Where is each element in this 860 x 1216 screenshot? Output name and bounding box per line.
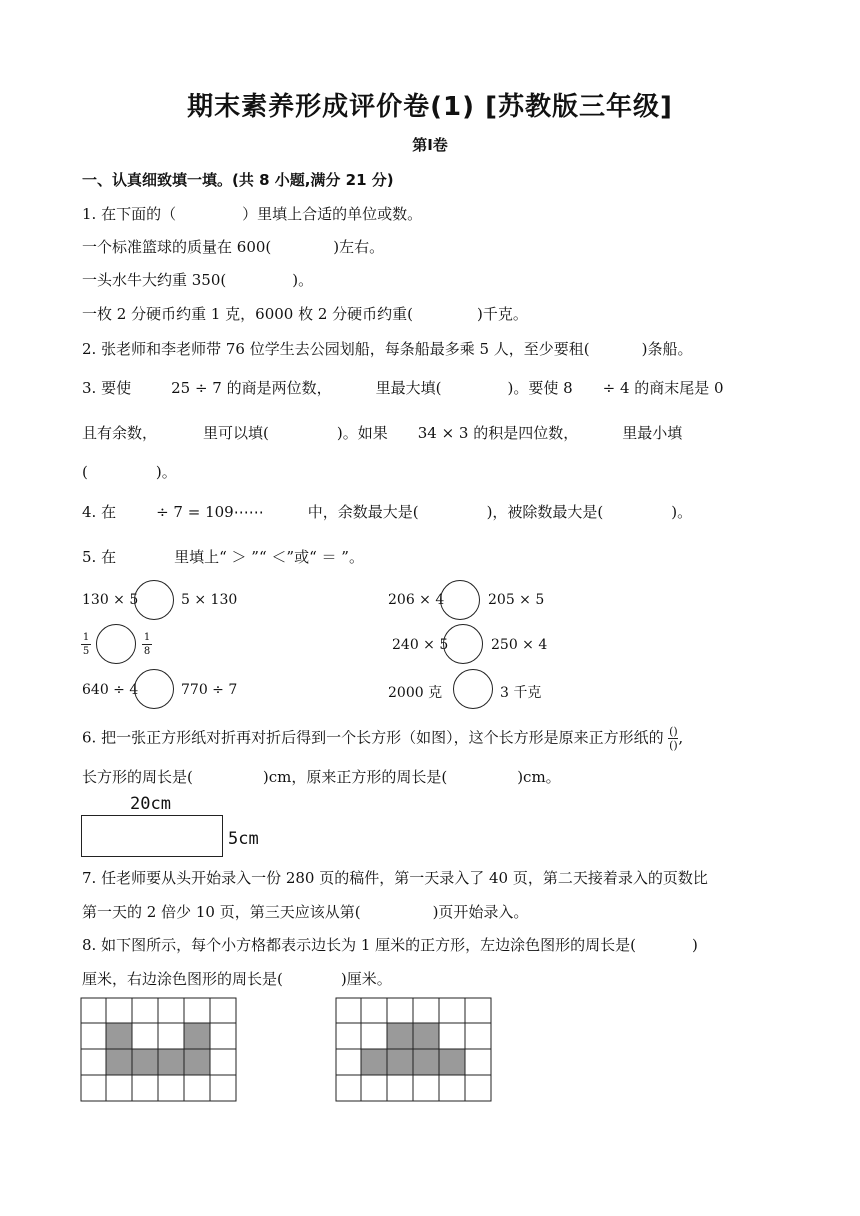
q3-text-h: )。如果 [336, 424, 388, 442]
q7-text-a: 7. 任老师要从头开始录入一份 280 页的稿件，第一天录入了 40 页，第二天接着录入的页数比 [82, 869, 708, 887]
q6-text-d: )cm，原来正方形的周长是( [262, 768, 448, 786]
q6-text-a: 6. 把一张正方形纸对折再对折后得到一个长方形（如图），这个长方形是原来正方形纸的 [82, 728, 664, 747]
q8-text-b: ) [692, 936, 698, 954]
q7-text-c: )页开始录入。 [432, 903, 529, 921]
compare-left: 240 × 5 [392, 637, 449, 653]
q4-text-e: )。 [671, 503, 693, 521]
q2-text-b: )条船。 [641, 340, 693, 358]
fraction-denominator: () [669, 739, 678, 752]
q3-text-f: 且有余数， [82, 424, 158, 442]
q4-text-a: 4. 在 [82, 503, 117, 521]
folded-rectangle [81, 815, 223, 857]
q3-line-3 [82, 461, 177, 482]
q1-line-2 [82, 269, 313, 290]
q3-text-g: 里可以填( [203, 424, 269, 442]
q3-line-2 [82, 422, 682, 443]
compare-right: 3 千克 [500, 685, 542, 701]
q5-stem [82, 546, 364, 567]
q1-text-b: ）里填上合适的单位或数。 [242, 205, 423, 223]
q3-text-e: ÷ 4 的商末尾是 0 [602, 379, 724, 397]
q3-text-j: 里最小填 [622, 424, 683, 442]
q7-line-1 [82, 867, 708, 888]
q1-stem [82, 203, 422, 224]
compare-right: 250 × 4 [491, 637, 548, 653]
compare-right: 770 ÷ 7 [181, 682, 238, 698]
q5-text-a: 5. 在 [82, 548, 117, 566]
q1-l1-text-b: )左右。 [333, 238, 385, 256]
fraction-numerator: () [669, 725, 678, 738]
q1-l3-text-b: )千克。 [477, 305, 528, 323]
q3-text-b: 25 ÷ 7 的商是两位数， [171, 379, 332, 397]
q4-text-d: )，被除数最大是( [486, 503, 604, 521]
q3-text-c: 里最大填( [375, 379, 442, 397]
q7-line-2 [82, 901, 528, 922]
q1-text-a: 1. 在下面的（ [82, 205, 177, 223]
q3-text-a: 3. 要使 [82, 379, 132, 397]
q2-text-a: 2. 张老师和李老师带 76 位学生去公园划船，每条船最多乘 5 人，至少要租( [82, 340, 590, 358]
q3-text-d: )。要使 8 [507, 379, 573, 397]
q6-text-e: )cm。 [517, 768, 561, 786]
q8-line-1 [82, 934, 698, 955]
grid-right [335, 997, 493, 1103]
compare-circle[interactable] [134, 669, 174, 709]
q8-text-a: 8. 如下图所示，每个小方格都表示边长为 1 厘米的正方形，左边涂色图形的周长是( [82, 936, 637, 954]
q8-line-2 [82, 968, 392, 989]
fraction-denominator: 8 [143, 646, 151, 657]
q4-stem [82, 501, 692, 522]
q1-l1-text-a: 一个标准篮球的质量在 600( [82, 238, 272, 256]
compare-circle[interactable] [443, 624, 483, 664]
fraction-denominator: 5 [82, 646, 90, 657]
compare-left: 206 × 4 [388, 592, 445, 608]
q1-l3-text-a: 一枚 2 分硬币约重 1 克，6000 枚 2 分硬币约重( [82, 305, 414, 323]
fraction-numerator: 1 [82, 632, 90, 643]
q1-l2-text-b: )。 [292, 271, 314, 289]
q6-text-c: 长方形的周长是( [82, 768, 193, 786]
q3-text-l: )。 [155, 463, 177, 481]
compare-circle[interactable] [453, 669, 493, 709]
q1-l2-text-a: 一头水牛大约重 350( [82, 271, 227, 289]
compare-left: 130 × 5 [82, 592, 139, 608]
section-heading: 一、认真细致填一填。(共 8 小题,满分 21 分) [82, 171, 394, 189]
q8-text-c: 厘米，右边涂色图形的周长是( [82, 970, 283, 988]
q4-text-c: 中，余数最大是( [307, 503, 419, 521]
q1-line-3 [82, 303, 528, 324]
compare-left: 640 ÷ 4 [82, 682, 139, 698]
q2-stem [82, 338, 693, 359]
compare-right: 5 × 130 [181, 592, 238, 608]
page-title: 期末素养形成评价卷(1) [苏教版三年级] [187, 92, 673, 122]
q4-text-b: ÷ 7 = 109⋯⋯ [156, 503, 264, 521]
q6-text-b: , [678, 728, 684, 747]
q1-line-1 [82, 236, 384, 257]
q6-line-2 [82, 766, 561, 787]
q8-text-d: )厘米。 [340, 970, 392, 988]
grid-lines [81, 998, 236, 1101]
fraction-right [142, 632, 152, 657]
compare-left: 2000 克 [388, 685, 443, 701]
q3-text-i: 34 × 3 的积是四位数， [417, 424, 579, 442]
fraction-numerator: 1 [143, 632, 151, 643]
q3-text-k: ( [82, 463, 88, 481]
compare-right: 205 × 5 [488, 592, 545, 608]
page-subtitle: 第Ⅰ卷 [412, 136, 448, 154]
grid-left [80, 997, 238, 1103]
q7-text-b: 第一天的 2 倍少 10 页，第三天应该从第( [82, 903, 361, 921]
fraction-left [81, 632, 91, 657]
q6-line-1 [82, 726, 683, 751]
q3-line-1 [82, 377, 724, 398]
compare-circle[interactable] [134, 580, 174, 620]
rectangle-height-label: 5cm [228, 829, 259, 849]
rectangle-width-label: 20cm [130, 794, 171, 814]
compare-circle[interactable] [440, 580, 480, 620]
grid-lines [336, 998, 491, 1101]
q5-text-b: 里填上“ ＞ ”“ ＜”或“ ＝ ”。 [174, 548, 364, 566]
compare-circle[interactable] [96, 624, 136, 664]
fraction-blank[interactable] [668, 726, 678, 751]
